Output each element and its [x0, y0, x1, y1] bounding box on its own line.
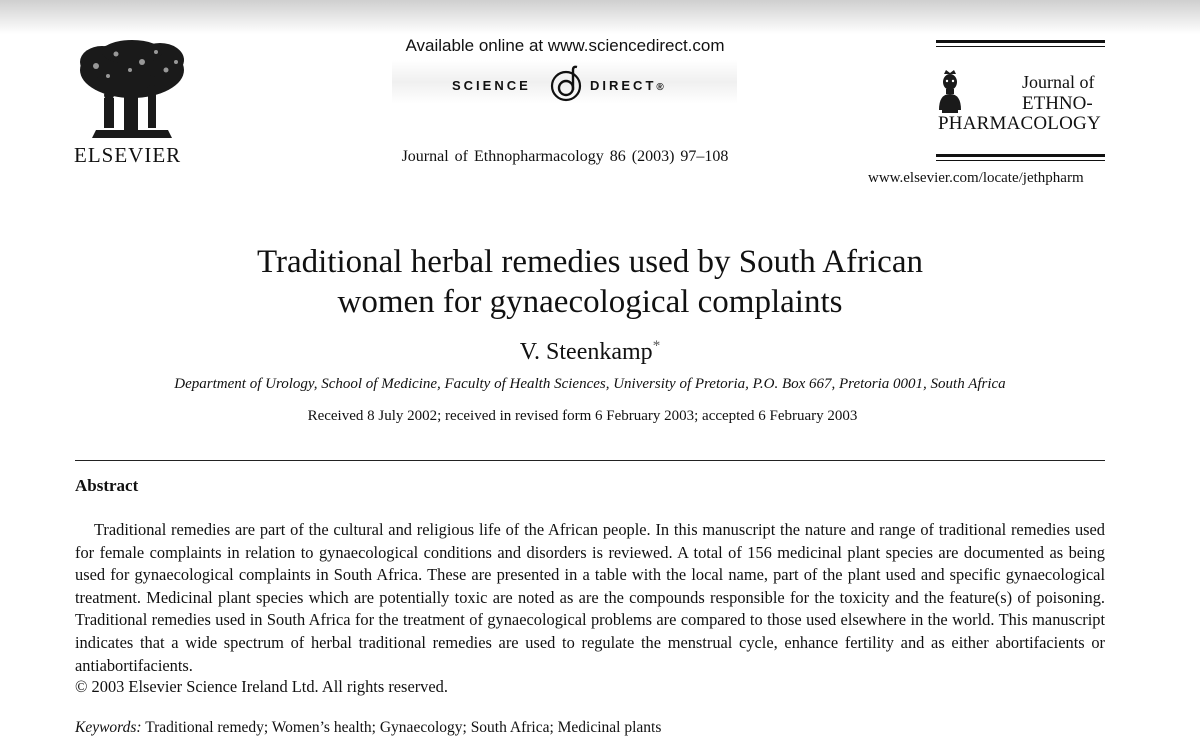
- author-line: [330, 338, 850, 366]
- section-divider: [75, 460, 1105, 461]
- article-title-line-1: Traditional herbal remedies used by South African: [257, 244, 923, 280]
- journal-name-pharmacology: PHARMACOLOGY: [938, 113, 1101, 134]
- journal-name-ethno: ETHNO-: [1022, 93, 1093, 114]
- abstract-paragraph: Traditional remedies are part of the cultural and religious life of the African people. In this manuscript the nature and range of traditional remedies used for female complaints in relation to gynaecological conditions and disorders is reviewed. A total of 156 medicinal plant species are documented as being used for gynaecological complaints in South Africa. These are presented in a table with the local name, part of the plant used and specific gynaecological treatment. Medicinal plant species which are potentially toxic are noted as are the compounds responsible for the toxicity and the feature(s) of poisoning. Traditional remedies used in South Africa for the treatment of gynaecological problems are compared to those used elsewhere in the world. This manuscript indicates that a wide spectrum of herbal traditional remedies are used to regulate the menstrual cycle, enhance fertility and as either abortifacients or antiabortifacients.: [75, 520, 1105, 675]
- journal-rule-bottom-thin: [936, 160, 1105, 161]
- copyright-line: © 2003 Elsevier Science Ireland Ltd. All rights reserved.: [75, 677, 448, 696]
- keywords-label: Keywords:: [75, 719, 142, 736]
- journal-name-of: Journal of: [1022, 72, 1095, 92]
- article-title-line-2: women for gynaecological complaints: [337, 284, 843, 320]
- sciencedirect-direct-text: DIRECT: [590, 78, 657, 93]
- journal-rule-top-thick: [936, 40, 1105, 43]
- sciencedirect-registered-mark: ®: [656, 82, 667, 93]
- affiliation: Department of Urology, School of Medicine, Faculty of Health Sciences, University of Pretoria, P.O. Box 667, Pretoria 0001, South Africa: [174, 376, 1006, 392]
- author-footnote-mark[interactable]: *: [652, 338, 661, 354]
- top-shade: [0, 0, 1200, 34]
- journal-bust-logo: [936, 70, 964, 114]
- sciencedirect-d-icon: [545, 64, 587, 106]
- received-dates: Received 8 July 2002; received in revised form 6 February 2003; accepted 6 February 2003: [307, 408, 858, 424]
- journal-rule-bottom-thick: [936, 154, 1105, 157]
- keywords-line: [75, 719, 661, 737]
- journal-rule-top-thin: [936, 46, 1105, 47]
- abstract-heading: Abstract: [75, 476, 139, 495]
- elsevier-tree-logo: [72, 40, 192, 142]
- keywords-values: Traditional remedy; Women’s health; Gynaecology; South Africa; Medicinal plants: [145, 719, 662, 736]
- author-name[interactable]: V. Steenkamp: [519, 339, 653, 365]
- abstract-body: [75, 519, 1105, 677]
- available-online-text[interactable]: Available online at www.sciencedirect.com: [405, 36, 725, 55]
- sciencedirect-science: SCIENCE: [452, 78, 531, 93]
- publisher-name: ELSEVIER: [74, 143, 182, 167]
- journal-url-link[interactable]: www.elsevier.com/locate/jethpharm: [868, 170, 1084, 186]
- article-title: [150, 242, 1030, 322]
- journal-citation: Journal of Ethnopharmacology 86 (2003) 97–108: [401, 148, 729, 165]
- sciencedirect-direct: [590, 78, 667, 93]
